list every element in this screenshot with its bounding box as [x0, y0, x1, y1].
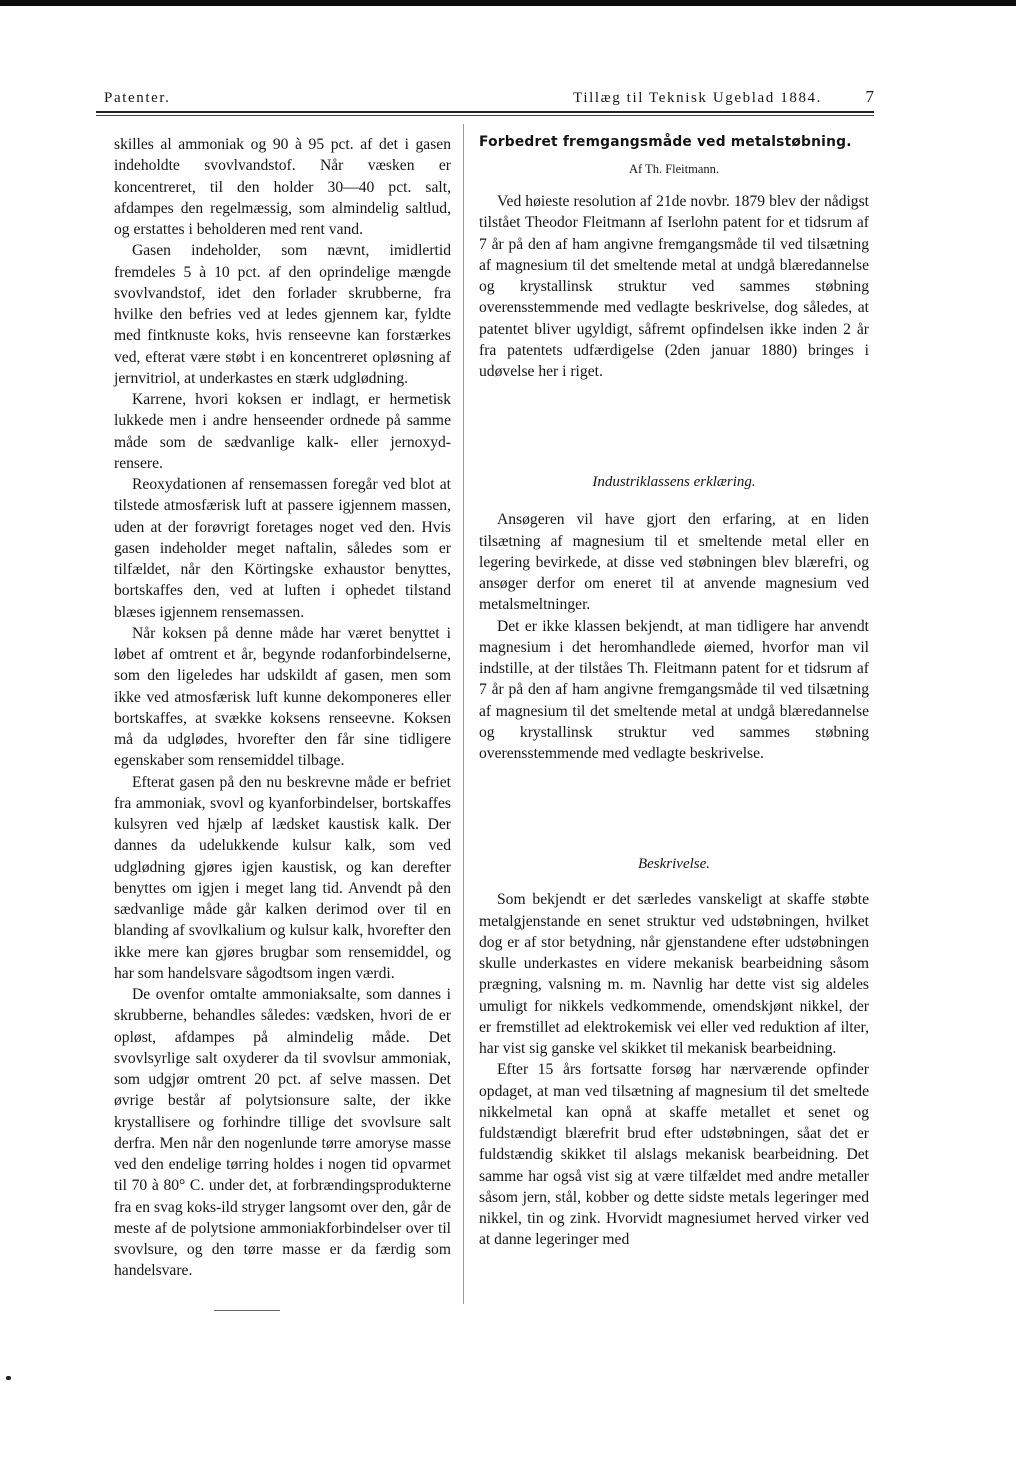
- section1-paragraph-1: Ansøgeren vil have gjort den erfaring, at en liden tilsætning af magnesium til et smeltende metal eller en legering bevirkede, at disse ved støbningen blev blærefri, og ansøger derfor om eneret til at anvende magnesium ved metalsmeltninger.: [479, 511, 869, 614]
- intro-paragraph: Ved høieste resolution af 21de novbr. 1879 blev der nådigst tilstået Theodor Fleitmann af Iserlohn patent for et tidsrum af 7 år på den af ham angivne fremgangsmåde til ved tilsætning af magnesium til det smeltende metal at undgå blæredannelse og krystallinsk struktur ved sammes støbning overensstemmende med vedlagte beskrivelse, dog således, at patentet bliver ugyldigt, såfremt opfindelsen ikke inden 2 år fra patentets udfærdigelse (2den januar 1880) bringes i udøvelse her i riget.: [479, 193, 869, 380]
- left-paragraph-5: Når koksen på denne måde har været benyttet i løbet af omtrent et år, begynde rodanforbindelserne, som den ligeledes har udskildt af gasen, men som ikke ved atmosfærisk luft kunne dekomponeres eller bortskaffes, at svække koksens renseevne. Koksen må da udglødes, hvorefter den får sine tidligere egenskaber som rensemiddel tilbage.: [114, 624, 451, 770]
- running-head: [96, 86, 874, 108]
- right-column: [479, 134, 869, 1251]
- header-section-title: Patenter.: [104, 90, 171, 106]
- section2-paragraph-2: Efter 15 års fortsatte forsøg har nærværende opfinder opdaget, at man ved tilsætning af magnesium til det smeltede nikkelmetal kan opnå at skaffe metallet et senet og fuldstændigt blærefrit brud efter udstøbningen, såat det er fuldstændig skikket til alslags mekanisk bearbeidning. Det samme har også vist sig at være tilfældet med andre metaller såsom jern, stål, kobber og dette sidste metals legeringer med nikkel, tin og zink. Hvorvidt magnesiumet herved virker ved at danne legeringer med: [479, 1061, 869, 1249]
- section-heading-beskrivelse: Beskrivelse.: [637, 856, 711, 873]
- left-paragraph-7: De ovenfor omtalte ammoniaksalte, som dannes i skrubberne, behandles således: vædsken, hvori de er opløst, afdampes på almindelig måde. Det svovlsyrlige salt oxyderer da til svovlsur ammoniak, som udgjør omtrent 20 pct. af selve massen. Det øvrige består af polytsionsure salte, der ikke krystallisere og forhindre tillige det svovlsure salt derfra. Men når den nogenlunde tørre amoryse masse ved den endelige tørring holdes i nogen tid opvarmet til 70 à 80° C. under det, at forbrændingsprodukterne fra en svag koks-ild stryger langsomt over den, går de meste af de polytsione ammoniakforbindelser over til svovlsure, og den tørre masse er da færdig som handelsvare.: [114, 986, 451, 1280]
- column-divider: [463, 124, 464, 1304]
- left-column: [114, 134, 451, 1311]
- margin-ink-mark: [6, 1376, 11, 1380]
- left-paragraph-1: skilles al ammoniak og 90 à 95 pct. af det i gasen indeholdte svovlvandstof. Når væsken er koncentreret, til den holder 30—40 pct. salt, afdampes den regelmæssig, som almindelig saltlud, og erstattes i beholderen med rent vand.: [114, 136, 451, 238]
- left-paragraph-6: Efterat gasen på den nu beskrevne måde er befriet fra ammoniak, svovl og kyanforbindelser, bortskaffes kulsyren ved hjælp af lædsket kaustisk kalk. Der dannes da udelukkende kulsur kalk, som ved udglødning gjøres igjen kaustisk, og kan derefter benyttes om igjen i meget lang tid. Anvendt på den sædvanlige måde går kalken derimod over til en blanding af svovlkalium og kulsur kalk, hvorefter den ikke mere kan gjøres brugbar som rensemiddel, og har som handelsvare sågodtsom ingen værdi.: [114, 773, 451, 982]
- article-byline: Af Th. Fleitmann.: [628, 162, 720, 176]
- section1-paragraph-2: Det er ikke klassen bekjendt, at man tidligere har anvendt magnesium i det heromhandlede øiemed, hvorfor man vil indstille, at der tilståes Th. Fleitmann patent for et tidsrum af 7 år på den af ham angivne fremgangsmåde til ved tilsætning af magnesium til det smeltende metal at undgå blæredannelse og krystallinsk struktur ved sammes støbning overensstemmende med vedlagte beskrivelse.: [479, 617, 869, 762]
- article-title: Forbedret fremgangsmåde ved metalstøbning.: [479, 134, 852, 150]
- section-heading-industriklassens: Industriklassens erklæring.: [592, 474, 756, 491]
- header-publication: Tillæg til Teknisk Ugeblad 1884.: [573, 90, 822, 106]
- left-paragraph-4: Reoxydationen af rensemassen foregår ved blot at tilstede atmosfærisk luft at passere igjennem massen, uden at der forøvrigt foretages noget ved den. Hvis gasen indeholder meget naftalin, således som er tilfældet, når den Körtingske exhaustor benyttes, bortskaffes den, ved at luften i ophedet tilstand blæses igjennem rensemassen.: [114, 476, 451, 621]
- section2-paragraph-1: Som bekjendt er det særledes vanskeligt at skaffe støbte metalgjenstande en senet struktur ved udstøbningen, hvilket dog er af stor betydning, når gjenstandene efter udstøbningen skulle underkastes en videre mekanisk bearbeidning såsom prægning, valsning m. m. Navnlig har dette vist sig aldeles umuligt for nikkels vedkommende, omendskjønt nikkel, der er fremstillet ad elektrokemisk vei eller ved reduktion af ilter, har vist sig ganske vel skikket til mekanisk bearbeidning.: [479, 891, 869, 1057]
- article-end-rule: [214, 1310, 280, 1311]
- left-paragraph-3: Karrene, hvori koksen er indlagt, er hermetisk lukkede men i andre henseender ordnede på samme måde som de sædvanlige kalk- eller jernoxyd-rensere.: [114, 391, 451, 472]
- page-number: 7: [865, 87, 874, 106]
- header-rule: [96, 111, 874, 116]
- top-border-rule: [0, 0, 1016, 6]
- left-paragraph-2: Gasen indeholder, som nævnt, imidlertid fremdeles 5 à 10 pct. af den oprindelige mængde svovlvandstof, idet den forlader skrubberne, fra hvilke den befries ved at ledes gjennem kar, fyldte med fintknuste koks, hvis renseevne kan forstærkes ved, efterat være støbt i en koncentreret opløsning af jernvitriol, at underkastes en stærk udglødning.: [114, 242, 451, 387]
